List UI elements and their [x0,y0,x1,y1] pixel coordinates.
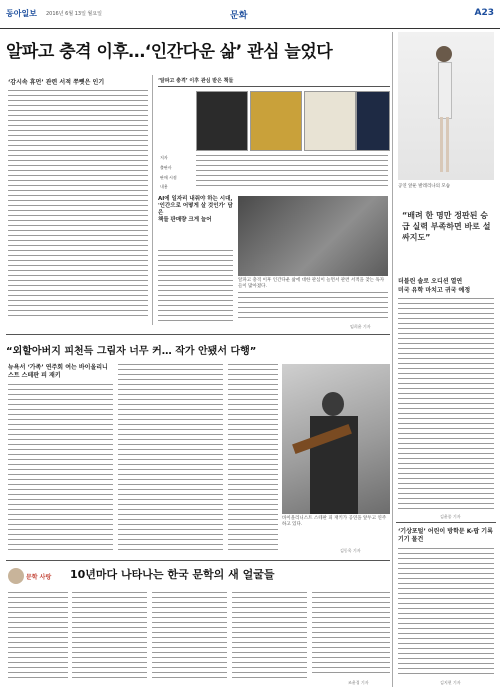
dancer-body [438,62,452,119]
right-column-body [398,548,494,678]
masthead [0,0,500,29]
top-story-photo-caption: 알파고 충격 이후 인간다운 삶에 대한 관심이 늘면서 관련 서적을 찾는 독자들이 많아졌다. [238,278,385,289]
book-table-title: ‘알파고 충격’ 이후 관심 받은 책들 [158,78,234,84]
issue-date: 2016년 6월 13일 월요일 [46,11,103,17]
row-label-publisher: 출판사 [160,165,172,170]
top-story-photo [238,196,388,276]
bottom-story-body-col3 [152,592,227,682]
bottom-story-byline: 조윤경 기자 [348,680,369,685]
book-table [158,86,390,191]
bottom-story-headline: 10년마다 나타나는 한국 문학의 새 얼굴들 [70,568,275,581]
violinist-head [322,392,344,416]
side-story-byline: 김윤종 기자 [440,514,461,519]
row-label-author: 저자 [160,155,168,160]
pullquote-line: '인간으로 어떻게 살 것인가' 담은 [158,203,233,216]
newspaper-logo: 동아일보 [6,9,37,18]
middle-story-body-col2 [118,364,223,554]
right-column-byline: 김지현 기자 [440,680,461,685]
right-column-subhead: ‘기상포털’ 어린이 방학문 K-팝 기록 기기 물건 [398,528,493,543]
row-label-content: 내용 [160,184,168,189]
top-story-headline: 알파고 충격 이후…‘인간다운 삶’ 관심 늘었다 [6,42,333,62]
section-rule [6,334,390,335]
violinist-photo [282,364,390,514]
dancer-photo-caption: 공연 앞둔 발레리나의 모습 [398,184,451,189]
section-name: 문화 [230,11,248,21]
pullquote [158,196,233,246]
top-story-body-col3 [238,292,388,322]
column-divider [392,32,393,687]
section-rule [396,522,496,523]
literature-badge-label: 문학 사랑 [26,574,52,581]
top-story-kicker: ‘감시속 휴먼’ 관련 서적 쭈뼛은 인기 [8,79,105,86]
bottom-story-body-col4 [232,592,307,682]
dancer-leg [446,117,449,172]
dancer-photo [398,32,494,180]
pullquote-line: AI에 일자리 내줘야 하는 시대, [158,196,233,202]
columnist-avatar [8,568,24,584]
book-cover-3 [304,91,356,151]
middle-story-headline: “외할아버지 피천득 그림자 너무 커… 작가 안됐서 다행” [6,346,257,357]
section-rule [6,560,390,561]
dancer-leg [440,117,443,172]
side-story-subhead2: 미국 유학 마치고 귀국 예정 [398,287,471,294]
bottom-story-body-col1 [8,592,68,682]
middle-story-body-col3 [228,364,278,554]
pullquote-line: 책들 판매량 크게 늘어 [158,217,212,223]
middle-story-byline: 김동욱 기자 [340,548,361,553]
book-table-cells [196,155,388,189]
side-story-quote: “배려 한 명만 정판된 승급 실력 부족하면 바로 설 싸지도” [402,211,491,242]
column-divider [152,75,153,325]
middle-story-body-col1 [8,384,113,554]
bottom-story-body-col5 [312,592,390,676]
side-story-body [398,298,494,512]
row-label-date: 판매 시점 [160,175,177,180]
bottom-story-body-col2 [72,592,147,682]
top-story-body-col2 [158,250,233,322]
middle-story-kicker: 뉴욕서 ‘가족’ 연주회 여는 바이올리니스트 스테판 피 재키 [8,364,108,379]
literature-badge [8,566,58,588]
side-story-subhead: 더블린 솔로 오디션 열연 [398,278,463,285]
page-number: A23 [474,8,494,18]
top-story-body-col1 [8,90,148,320]
dancer-head [436,46,452,62]
top-story-byline: 임희윤 기자 [350,324,371,329]
book-cover-4 [356,91,390,151]
book-cover-1 [196,91,248,151]
book-cover-2 [250,91,302,151]
violinist-photo-caption: 바이올리니스트 스테판 피 재키가 공연을 앞두고 연주하고 있다. [282,516,387,527]
